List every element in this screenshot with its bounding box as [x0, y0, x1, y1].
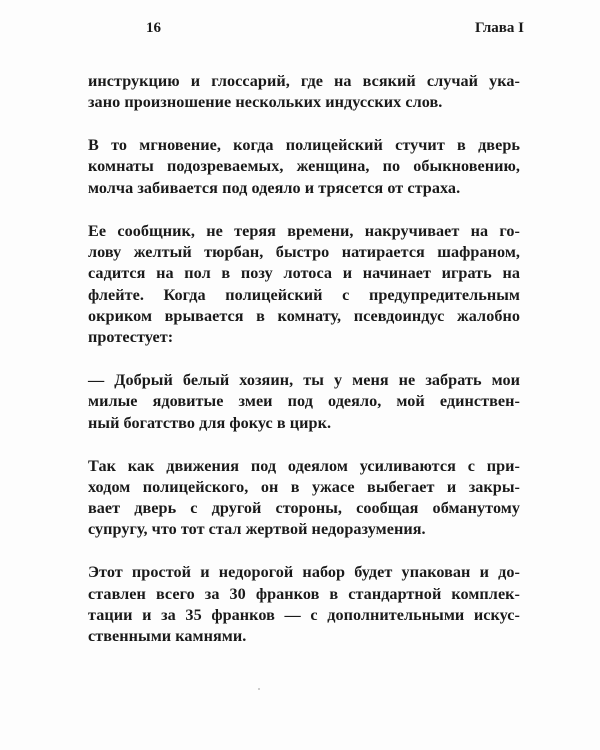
page-header	[88, 20, 524, 42]
text-line: тации и за 35 франков — с дополнительными искус-	[88, 605, 520, 624]
text-line: В то мгновение, когда полицейский стучит в дверь	[88, 136, 520, 155]
text-line: Этот простой и недорогой набор будет упакован и до-	[88, 563, 520, 582]
paragraph	[88, 221, 520, 349]
paragraph	[88, 135, 520, 199]
paragraph	[88, 562, 520, 647]
text-line: протестует:	[88, 328, 174, 347]
text-line: комнаты подозреваемых, женщина, по обыкновению,	[88, 157, 520, 176]
paragraph	[88, 370, 520, 434]
text-line: лову желтый тюрбан, быстро натирается шафраном,	[88, 242, 520, 261]
text-line: Так как движения под одеялом усиливаются с при-	[88, 456, 520, 475]
text-line: зано произношение нескольких индусских слов.	[88, 93, 443, 112]
print-speck	[258, 688, 260, 690]
paragraph-gap	[88, 348, 520, 370]
chapter-running-head: Глава I	[475, 20, 524, 36]
text-line: милые ядовитые змеи под одеяло, мой единствен-	[88, 392, 520, 411]
text-line: флейте. Когда полицейский с предупредительным	[88, 285, 520, 304]
text-line: инструкцию и глоссарий, где на всякий случай ука-	[88, 72, 520, 90]
paragraph-gap	[88, 541, 520, 563]
text-line: садится на пол в позу лотоса и начинает играть на	[88, 264, 520, 283]
text-line: ходом полицейского, он в ужасе выбегает и закры-	[88, 477, 520, 496]
text-line: — Добрый белый хозяин, ты у меня не забрать мои	[88, 371, 520, 390]
text-line: ственными камнями.	[88, 627, 247, 646]
paragraph	[88, 71, 520, 114]
body-text	[88, 71, 520, 648]
page-number: 16	[146, 20, 161, 36]
paragraph	[88, 456, 520, 541]
text-line: Ее сообщник, не теряя времени, накручивает на го-	[88, 221, 520, 240]
text-line: ный богатство для фокус в цирк.	[88, 413, 332, 432]
paragraph-gap	[88, 199, 520, 221]
paragraph-gap	[88, 114, 520, 136]
text-line: молча забивается под одеяло и трясется от страха.	[88, 178, 461, 197]
text-line: ставлен всего за 30 франков в стандартной комплек-	[88, 584, 520, 603]
text-line: вает дверь с другой стороны, сообщая обманутому	[88, 499, 520, 518]
text-line: супругу, что тот стал жертвой недоразумения.	[88, 520, 426, 539]
text-line: окриком врывается в комнату, псевдоиндус жалобно	[88, 306, 520, 325]
paragraph-gap	[88, 434, 520, 456]
